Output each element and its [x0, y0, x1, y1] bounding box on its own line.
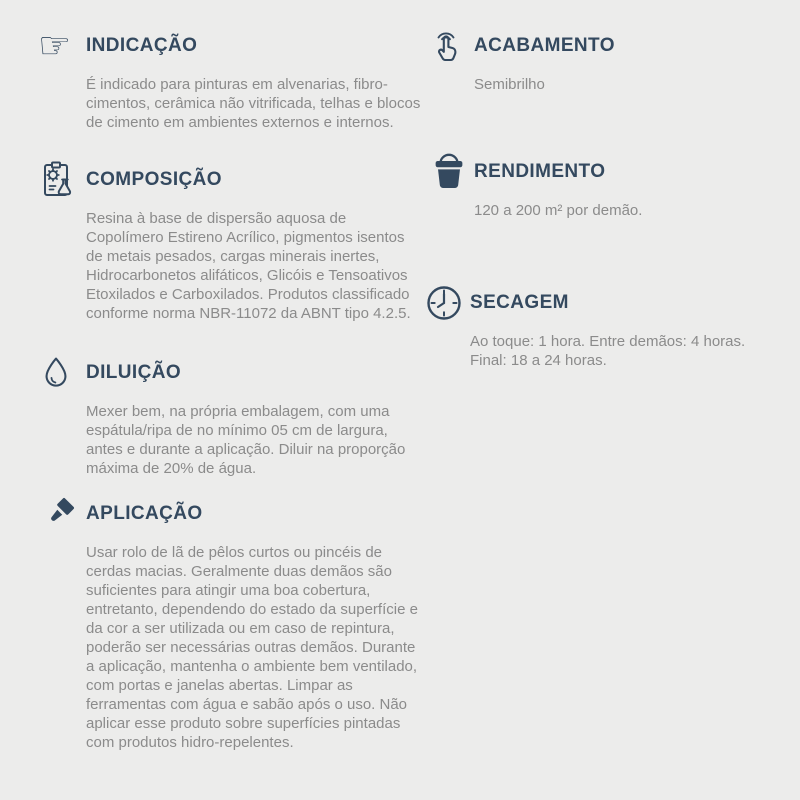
- section-body-rendimento: 120 a 200 m² por demão.: [474, 202, 643, 219]
- section-title-composicao: COMPOSIÇÃO: [86, 169, 222, 190]
- finger-tap-icon: [428, 26, 474, 66]
- section-title-acabamento: ACABAMENTO: [474, 35, 615, 56]
- section-diluicao: [38, 353, 424, 478]
- section-title-secagem: SECAGEM: [470, 292, 569, 313]
- section-acabamento: [428, 26, 784, 94]
- section-aplicacao: [38, 494, 424, 752]
- section-indicacao: [38, 26, 424, 132]
- section-title-diluicao: DILUIÇÃO: [86, 362, 182, 383]
- section-body-diluicao: Mexer bem, na própria embalagem, com uma espátula/ripa de no mínimo 05 cm de largura, antes e durante a aplicação. Diluir na proporção máxima de 20% de água.: [86, 403, 406, 477]
- clipboard-flask-icon: [38, 160, 84, 200]
- section-title-rendimento: RENDIMENTO: [474, 161, 606, 182]
- section-rendimento: [428, 152, 784, 220]
- paint-brush-icon: [38, 494, 84, 534]
- section-body-indicacao: É indicado para pinturas em alvenarias, fibro-cimentos, cerâmica não vitrificada, telhas e blocos de cimento em ambientes externos e internos.: [86, 76, 421, 131]
- section-body-secagem: Ao toque: 1 hora. Entre demãos: 4 horas. Final: 18 a 24 horas.: [470, 333, 746, 369]
- section-title-indicacao: INDICAÇÃO: [86, 35, 198, 56]
- water-drop-icon: [38, 353, 84, 393]
- pointing-hand-icon: ☞: [38, 24, 72, 67]
- paint-bucket-icon: [428, 152, 474, 192]
- section-secagem: [424, 283, 784, 370]
- section-title-aplicacao: APLICAÇÃO: [86, 503, 203, 524]
- section-body-aplicacao: Usar rolo de lã de pêlos curtos ou pincéis de cerdas macias. Geralmente duas demãos são suficientes para atingir uma boa cobertura, entretanto, dependendo do estado da superfície e da cor a ser utilizada ou em caso de repintura, poderão ser necessárias outras demãos. Durante a aplicação, mantenha o ambiente bem ventilado, com portas e janelas abertas. Limpar as ferramentas com água e sabão após o uso. Não aplicar esse produto sobre superfícies pintadas com produtos hidro-repelentes.: [86, 544, 418, 751]
- clock-icon: [424, 283, 470, 323]
- section-body-acabamento: Semibrilho: [474, 76, 545, 93]
- section-composicao: [38, 160, 424, 323]
- section-body-composicao: Resina à base de dispersão aquosa de Copolímero Estireno Acrílico, pigmentos isentos de metais pesados, cargas minerais inertes, Hidrocarbonetos alifáticos, Glicóis e Tensoativos Etoxilados e Carboxilados. Produtos classificado conforme norma NBR-11072 da ABNT tipo 4.2.5.: [86, 210, 411, 322]
